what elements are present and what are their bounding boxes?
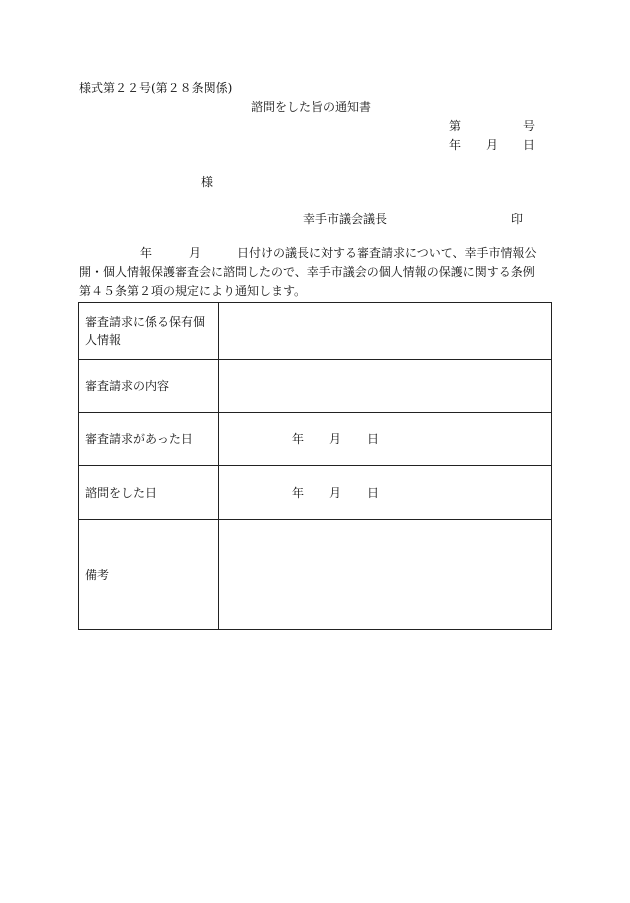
body-month: 月 — [189, 246, 202, 260]
table-row — [79, 303, 552, 360]
row-label-line: 人情報 — [85, 333, 122, 347]
recipient-suffix: 様 — [201, 175, 214, 189]
table-row — [79, 413, 552, 466]
document-title: 諮問をした旨の通知書 — [251, 100, 372, 114]
inquiry-date-year: 年 — [292, 485, 305, 500]
doc-date-year: 年 — [449, 138, 462, 152]
form-number: 様式第２２号(第２８条関係) — [79, 81, 233, 95]
notice-line-2: 開・個人情報保護審査会に諮問したので、幸手市議会の個人情報の保護に関する条例 — [79, 265, 535, 279]
table-row — [79, 520, 552, 630]
body-year: 年 — [140, 246, 153, 260]
inquiry-date-day: 日 — [367, 485, 380, 500]
request-date-month: 月 — [329, 432, 342, 446]
notice-details-table — [78, 302, 552, 630]
doc-date-day: 日 — [523, 138, 536, 152]
notice-body — [79, 244, 551, 301]
row-value-request-date — [219, 413, 552, 466]
request-date-day: 日 — [367, 432, 380, 446]
body-line1-rest: 日付けの議長に対する審査請求について、幸手市情報公 — [237, 246, 537, 260]
inquiry-date-month: 月 — [329, 485, 342, 500]
sender-name: 幸手市議会議長 — [303, 212, 388, 226]
notice-line-3: 第４５条第２項の規定により通知します。 — [79, 284, 307, 298]
row-label-line: 審査請求に係る保有個 — [85, 315, 206, 329]
table-row — [79, 360, 552, 413]
row-label-remarks: 備考 — [79, 520, 219, 630]
row-label-inquiry-date: 諮問をした日 — [79, 466, 219, 520]
doc-number-prefix: 第 — [449, 119, 462, 133]
row-label-request-date: 審査請求があった日 — [79, 413, 219, 466]
table-row — [79, 466, 552, 520]
request-date-year: 年 — [292, 432, 305, 446]
sender-seal: 印 — [511, 212, 524, 226]
row-label-personal-info — [79, 303, 219, 360]
doc-date-month: 月 — [486, 138, 499, 152]
row-value-remarks — [219, 520, 552, 630]
notice-line-1 — [79, 244, 551, 263]
doc-number-suffix: 号 — [523, 119, 536, 133]
row-value-request-content — [219, 360, 552, 413]
row-label-request-content: 審査請求の内容 — [79, 360, 219, 413]
row-value-personal-info — [219, 303, 552, 360]
row-value-inquiry-date — [219, 466, 552, 520]
